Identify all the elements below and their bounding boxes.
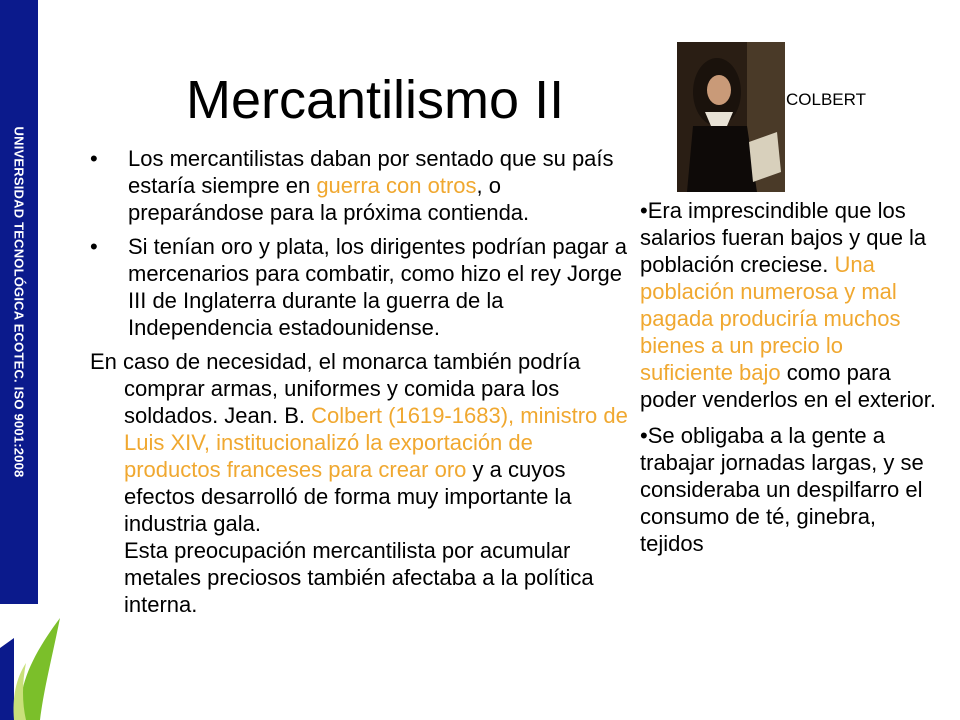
bullet-text: , o preparándose para la próxima contienda. bbox=[128, 173, 530, 225]
highlight-text: Una población numerosa y mal pagada produciría muchos bienes a un precio lo suficiente bajo bbox=[640, 252, 901, 385]
portrait-caption: COLBERT bbox=[786, 90, 866, 109]
bullet-text: Si tenían oro y plata, los dirigentes podrían pagar a mercenarios para combatir, como hizo el rey Jorge III de Inglaterra durante la guerra de la Independencia estadounidense. bbox=[128, 234, 627, 340]
bullet-marker: • bbox=[90, 146, 98, 171]
university-label: UNIVERSIDAD TECNOLÓGICA ECOTEC. ISO 9001:2008 bbox=[11, 126, 27, 478]
bullet-text: como para poder venderlos en el exterior. bbox=[640, 360, 936, 412]
colbert-portrait bbox=[677, 42, 785, 192]
right-bullet bbox=[640, 197, 940, 413]
bullet-text: Los mercantilistas daban por sentado que su país estaría siempre en bbox=[128, 146, 614, 198]
highlight-text: guerra con otros bbox=[316, 173, 477, 198]
highlight-text: Colbert (1619-1683), ministro de Luis XIV, institucionalizó la exportación de productos franceses para crear oro bbox=[124, 403, 628, 482]
right-content bbox=[640, 197, 940, 566]
paragraph-text: Esta preocupación mercantilista por acumular metales preciosos también afectaba a la política interna. bbox=[124, 538, 594, 617]
bullet-item bbox=[90, 145, 635, 226]
bullet-item bbox=[90, 233, 635, 341]
sidebar-band bbox=[0, 0, 38, 604]
left-content bbox=[90, 145, 635, 618]
paragraph-text: y a cuyos efectos desarrolló de forma muy importante la industria gala. bbox=[124, 457, 572, 536]
right-bullet bbox=[640, 422, 940, 557]
slide-title: Mercantilismo II bbox=[186, 70, 565, 130]
bullet-text: •Se obligaba a la gente a trabajar jornadas largas, y se consideraba un despilfarro el consumo de té, ginebra, tejidos bbox=[640, 423, 924, 556]
university-logo-icon bbox=[0, 608, 70, 720]
paragraph-text: En caso de necesidad, el monarca también podría comprar armas, uniformes y comida para los soldados. Jean. B. bbox=[90, 349, 581, 428]
bullet-marker: • bbox=[90, 234, 98, 259]
bullet-text: •Era imprescindible que los salarios fueran bajos y que la población creciese. bbox=[640, 198, 927, 277]
paragraph bbox=[90, 348, 635, 618]
